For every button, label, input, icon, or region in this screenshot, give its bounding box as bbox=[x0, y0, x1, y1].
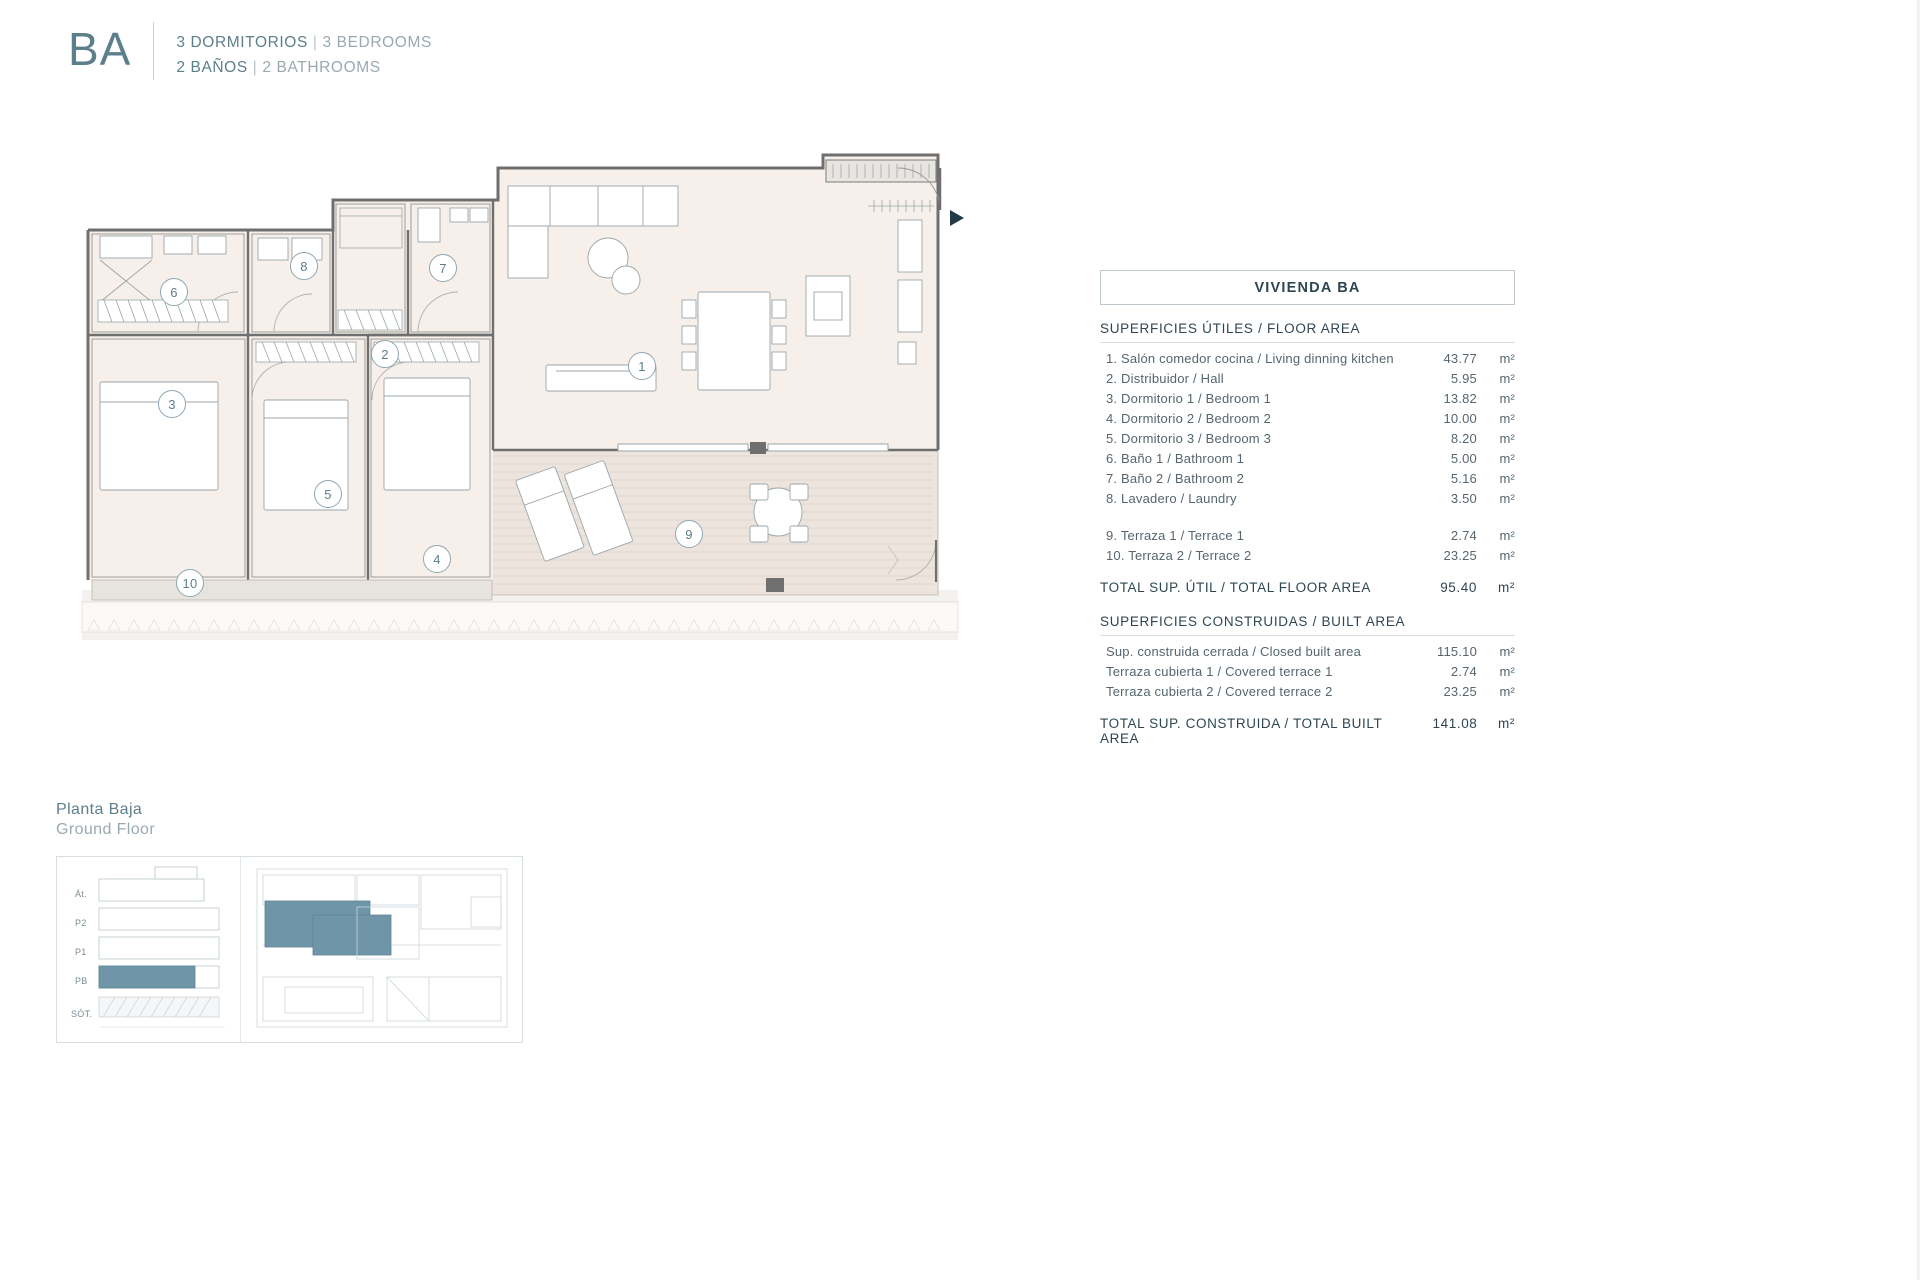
row-value: 115.10 bbox=[1437, 643, 1477, 659]
bathrooms-row bbox=[176, 55, 432, 80]
row-unit: m² bbox=[1499, 490, 1515, 506]
room-number-3: 3 bbox=[158, 390, 186, 418]
total-built-area-value: 141.08 bbox=[1432, 716, 1478, 731]
table-row bbox=[1100, 448, 1515, 468]
row-label: 8. Lavadero / Laundry bbox=[1106, 490, 1237, 506]
row-unit: m² bbox=[1499, 370, 1515, 386]
row-label: 7. Baño 2 / Bathroom 2 bbox=[1106, 470, 1245, 486]
key-plan bbox=[56, 856, 523, 1043]
header-meta bbox=[154, 22, 432, 80]
room-number-2: 2 bbox=[371, 340, 399, 368]
table-row bbox=[1100, 681, 1515, 701]
floor-plan-drawing bbox=[78, 150, 978, 650]
floor-plan bbox=[78, 150, 978, 650]
key-plan-section bbox=[56, 800, 523, 1043]
row-label: Terraza cubierta 1 / Covered terrace 1 bbox=[1106, 663, 1333, 679]
total-floor-area-value: 95.40 bbox=[1440, 580, 1477, 595]
section-built-area: SUPERFICIES CONSTRUIDAS / BUILT AREA bbox=[1100, 614, 1515, 636]
row-value: 5.95 bbox=[1450, 370, 1477, 386]
separator-1: | bbox=[312, 34, 318, 51]
row-unit: m² bbox=[1499, 450, 1515, 466]
level-label-atico: Át. bbox=[75, 889, 87, 899]
row-label: 3. Dormitorio 1 / Bedroom 1 bbox=[1106, 390, 1272, 406]
row-value: 10.00 bbox=[1443, 410, 1477, 426]
separator-2: | bbox=[252, 59, 258, 76]
row-value: 5.00 bbox=[1450, 450, 1477, 466]
row-value: 43.77 bbox=[1443, 350, 1477, 366]
table-row bbox=[1100, 408, 1515, 428]
row-label: 4. Dormitorio 2 / Bedroom 2 bbox=[1106, 410, 1272, 426]
row-unit: m² bbox=[1499, 663, 1515, 679]
unit-code: BA bbox=[68, 22, 154, 80]
row-label: 10. Terraza 2 / Terrace 2 bbox=[1106, 547, 1252, 563]
bedrooms-es: 3 DORMITORIOS bbox=[176, 34, 308, 51]
level-label-sotano: SÓT. bbox=[71, 1009, 93, 1019]
spacer bbox=[1100, 508, 1515, 525]
room-number-5: 5 bbox=[314, 480, 342, 508]
row-value: 3.50 bbox=[1450, 490, 1477, 506]
row-label: 1. Salón comedor cocina / Living dinning kitchen bbox=[1106, 350, 1394, 366]
table-row bbox=[1100, 388, 1515, 408]
table-row bbox=[1100, 348, 1515, 368]
table-row bbox=[1100, 488, 1515, 508]
total-floor-area-row bbox=[1100, 577, 1515, 598]
table-row bbox=[1100, 641, 1515, 661]
row-label: 5. Dormitorio 3 / Bedroom 3 bbox=[1106, 430, 1272, 446]
row-value: 13.82 bbox=[1443, 390, 1477, 406]
key-plan-drawing bbox=[57, 857, 520, 1040]
total-built-area-unit: m² bbox=[1498, 716, 1515, 731]
total-floor-area-label: TOTAL SUP. ÚTIL / TOTAL FLOOR AREA bbox=[1100, 580, 1371, 595]
row-unit: m² bbox=[1499, 547, 1515, 563]
row-label: 6. Baño 1 / Bathroom 1 bbox=[1106, 450, 1245, 466]
row-label: 9. Terraza 1 / Terrace 1 bbox=[1106, 527, 1244, 543]
row-unit: m² bbox=[1499, 350, 1515, 366]
row-unit: m² bbox=[1499, 430, 1515, 446]
row-value: 2.74 bbox=[1450, 527, 1477, 543]
areas-table bbox=[1100, 270, 1515, 765]
room-number-8: 8 bbox=[290, 252, 318, 280]
table-title: VIVIENDA BA bbox=[1100, 270, 1515, 305]
row-unit: m² bbox=[1499, 390, 1515, 406]
level-label-p2: P2 bbox=[75, 918, 87, 928]
row-value: 8.20 bbox=[1450, 430, 1477, 446]
row-value: 2.74 bbox=[1450, 663, 1477, 679]
row-label: 2. Distribuidor / Hall bbox=[1106, 370, 1224, 386]
total-floor-area-unit: m² bbox=[1498, 580, 1515, 595]
floor-label-en: Ground Floor bbox=[56, 821, 156, 838]
room-number-9: 9 bbox=[675, 520, 703, 548]
row-value: 23.25 bbox=[1443, 547, 1477, 563]
bathrooms-en: 2 BATHROOMS bbox=[262, 59, 381, 76]
row-unit: m² bbox=[1499, 410, 1515, 426]
room-number-4: 4 bbox=[423, 545, 451, 573]
bedrooms-en: 3 BEDROOMS bbox=[322, 34, 432, 51]
room-number-7: 7 bbox=[429, 254, 457, 282]
level-label-pb: PB bbox=[75, 976, 88, 986]
table-row bbox=[1100, 525, 1515, 545]
row-value: 23.25 bbox=[1443, 683, 1477, 699]
total-built-area-label: TOTAL SUP. CONSTRUIDA / TOTAL BUILT AREA bbox=[1100, 716, 1383, 746]
bedrooms-row bbox=[176, 30, 432, 55]
row-unit: m² bbox=[1499, 527, 1515, 543]
bathrooms-es: 2 BAÑOS bbox=[176, 59, 248, 76]
row-label: Terraza cubierta 2 / Covered terrace 2 bbox=[1106, 683, 1333, 699]
row-unit: m² bbox=[1499, 643, 1515, 659]
table-row bbox=[1100, 468, 1515, 488]
header bbox=[68, 22, 432, 80]
level-label-p1: P1 bbox=[75, 947, 87, 957]
room-number-10: 10 bbox=[176, 569, 204, 597]
floor-label-es: Planta Baja bbox=[56, 801, 143, 818]
row-unit: m² bbox=[1499, 470, 1515, 486]
row-label: Sup. construida cerrada / Closed built area bbox=[1106, 643, 1362, 659]
room-number-6: 6 bbox=[160, 278, 188, 306]
total-built-area-row bbox=[1100, 713, 1515, 749]
row-unit: m² bbox=[1499, 683, 1515, 699]
table-row bbox=[1100, 545, 1515, 565]
room-number-1: 1 bbox=[628, 352, 656, 380]
section-floor-area: SUPERFICIES ÚTILES / FLOOR AREA bbox=[1100, 321, 1515, 343]
table-row bbox=[1100, 661, 1515, 681]
table-row bbox=[1100, 428, 1515, 448]
row-value: 5.16 bbox=[1450, 470, 1477, 486]
table-row bbox=[1100, 368, 1515, 388]
